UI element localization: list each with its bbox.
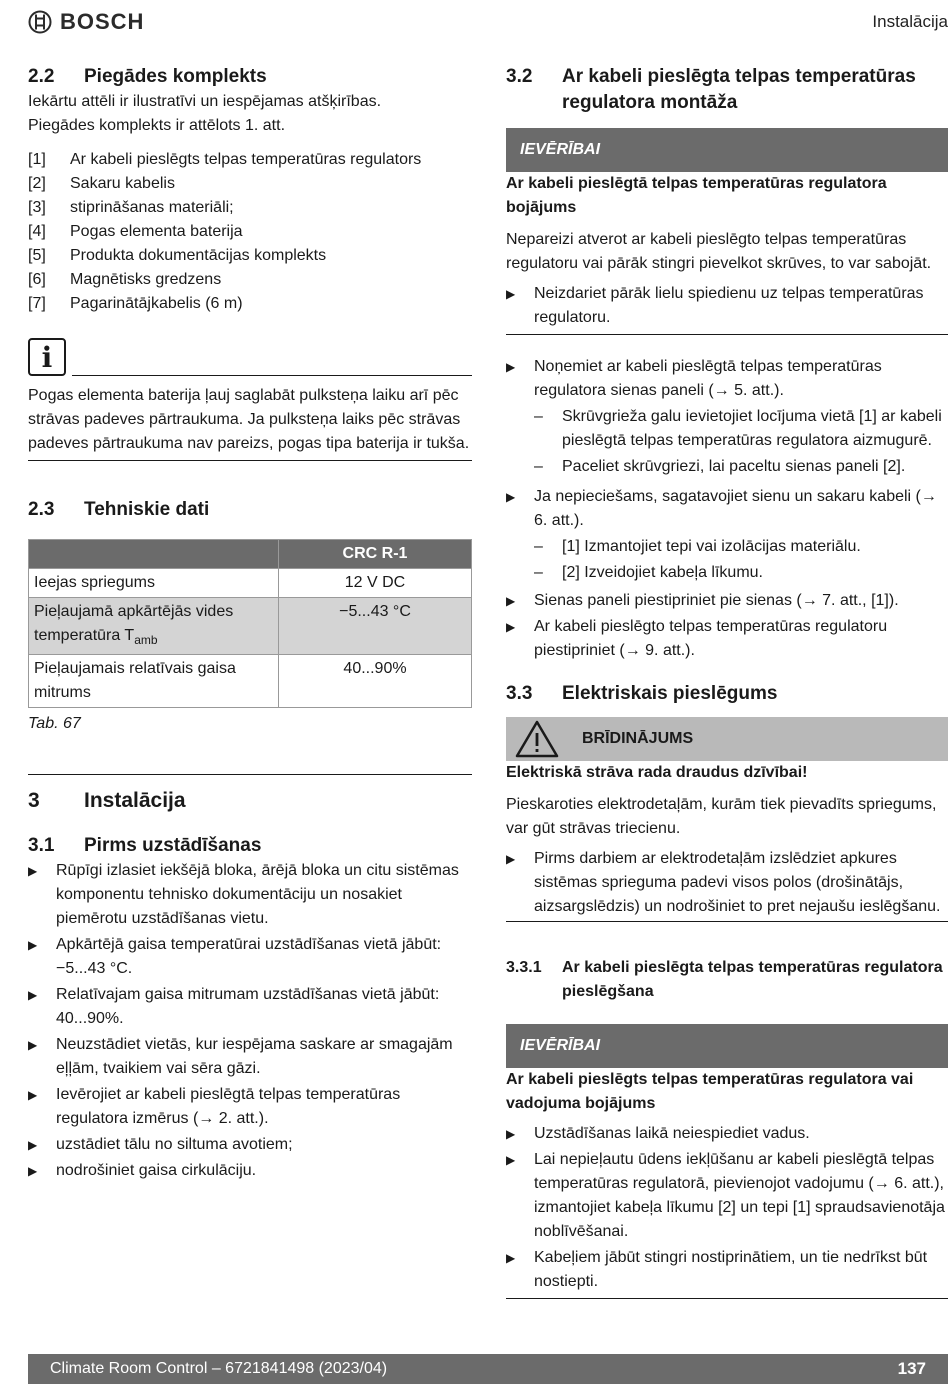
bosch-armature-icon — [28, 10, 52, 34]
sub-list-item: – Paceliet skrūvgriezi, lai paceltu sienas paneli [2]. — [534, 458, 906, 475]
notice-banner: IEVĒRĪBAI — [506, 1024, 948, 1068]
brand-logo — [28, 8, 144, 36]
list-item: ▶ Neizdariet pārāk lielu spiedienu uz telpas temperatūras regulatoru. — [506, 285, 924, 326]
list-item: [5] Produkta dokumentācijas komplekts — [28, 247, 327, 264]
technical-data-table — [28, 539, 472, 708]
list-item: ▶ Neuzstādiet vietās, kur iespējama saskare ar smagajām eļļām, tvaikiem vai sēra gāzi. — [28, 1036, 453, 1078]
notice-list — [506, 1122, 948, 1294]
list-item: ▶ Ar kabeli pieslēgto telpas temperatūras regulatoru piestipriniet (→ 9. att.). — [506, 618, 888, 659]
table-row: Ieejas spriegums 12 V DC — [29, 569, 472, 598]
table-header-cell — [29, 540, 279, 569]
info-box-text: Pogas elementa baterija ļauj saglabāt pulksteņa laiku arī pēc strāvas padeves pārtraukuma. Ja pulksteņa laiks pēc strāvas padeves pārtraukuma nav pareizs, pogas tipa baterija ir tukša. — [28, 384, 472, 461]
preparation-list — [28, 859, 472, 1183]
header-section-title: Instalācija — [872, 12, 948, 31]
heading-2-2: 2.2 Piegādes komplekts — [28, 66, 267, 87]
page-header — [28, 6, 948, 38]
list-item: ▶ Relatīvajam gaisa mitrumam uzstādīšanas vietā jābūt: 40...90%. — [28, 986, 440, 1028]
sub-list-item: – [1] Izmantojiet tepi vai izolācijas materiālu. — [534, 538, 861, 555]
notice-text: Nepareizi atverot ar kabeli pieslēgto telpas temperatūras regulatoru vai pārāk stingri pievelkot skrūves, to var sabojāt. — [506, 231, 932, 272]
warning-banner — [506, 717, 948, 761]
heading-3-3-1: 3.3.1 Ar kabeli pieslēgta telpas temperatūras regulatora pieslēgšana — [506, 959, 943, 1000]
warning-label: BRĪDINĀJUMS — [582, 730, 694, 747]
list-item: ▶ Noņemiet ar kabeli pieslēgtā telpas temperatūras regulatora sienas paneli (→ 5. att.). – Skrūvgrieža galu ievietojiet locījuma vietā [1] ar kabeli pieslēgtā telpas temperatūras regulatora aizmugurē. – Paceliet skrūvgriezi, lai paceltu sienas paneli [2]. — [506, 355, 948, 481]
sub-list-item: – Skrūvgrieža galu ievietojiet locījuma vietā [1] ar kabeli pieslēgtā telpas temperatūras regulatora aizmugurē. — [534, 408, 942, 449]
left-column — [28, 62, 472, 1185]
list-item: ▶ Sienas paneli piestipriniet pie sienas (→ 7. att., [1]). — [506, 592, 899, 609]
paragraph: Iekārtu attēli ir ilustratīvi un iespējamas atšķirības. — [28, 93, 382, 110]
right-column — [506, 62, 948, 1299]
list-item: ▶ nodrošiniet gaisa cirkulāciju. — [28, 1162, 257, 1180]
notice-banner: IEVĒRĪBAI — [506, 128, 948, 172]
divider — [506, 334, 948, 335]
heading-3-3: 3.3 Elektriskais pieslēgums — [506, 683, 778, 704]
paragraph: Piegādes komplekts ir attēlots 1. att. — [28, 117, 286, 134]
list-item: [2] Sakaru kabelis — [28, 175, 175, 192]
warning-title: Elektriskā strāva rada draudus dzīvībai! — [506, 764, 808, 781]
warning-text: Pieskaroties elektrodetaļām, kurām tiek pievadīts spriegums, var gūt strāvas triecienu. — [506, 796, 937, 837]
list-item: [7] Pagarinātājkabelis (6 m) — [28, 295, 243, 312]
page-footer — [28, 1354, 948, 1384]
notice-title: Ar kabeli pieslēgts telpas temperatūras regulatora vai vadojuma bojājums — [506, 1071, 914, 1112]
table-caption: Tab. 67 — [28, 715, 81, 733]
notice-list — [506, 282, 948, 330]
heading-2-3: 2.3 Tehniskie dati — [28, 499, 210, 520]
info-icon: i — [28, 338, 66, 376]
heading-3-2: 3.2 Ar kabeli pieslēgta telpas temperatūras regulatora montāža — [506, 66, 916, 113]
divider — [28, 774, 472, 775]
table-header-cell: CRC R-1 — [279, 540, 472, 569]
sub-list-item: – [2] Izveidojiet kabeļa līkumu. — [534, 564, 763, 581]
heading-3-1: 3.1 Pirms uzstādīšanas — [28, 835, 262, 857]
list-item: ▶ uzstādiet tālu no siltuma avotiem; — [28, 1136, 293, 1154]
brand-name: BOSCH — [60, 9, 145, 34]
mounting-steps — [506, 355, 948, 663]
delivery-list — [28, 148, 472, 316]
warning-list — [506, 847, 948, 919]
list-item: [1] Ar kabeli pieslēgts telpas temperatūras regulators — [28, 151, 422, 168]
list-item: ▶ Ja nepieciešams, sagatavojiet sienu un sakaru kabeli (→ 6. att.). – [1] Izmantojiet tepi vai izolācijas materiālu. – [2] Izveidojiet kabeļa līkumu. — [506, 485, 948, 587]
footer-document-id: Climate Room Control – 6721841498 (2023/04) — [50, 1360, 388, 1377]
page-number: 137 — [897, 1359, 926, 1378]
list-item: ▶ Apkārtējā gaisa temperatūrai uzstādīšanas vietā jābūt: −5...43 °C. — [28, 936, 442, 978]
divider — [506, 1298, 948, 1299]
list-item: [3] stiprināšanas materiāli; — [28, 199, 234, 216]
list-item: [4] Pogas elementa baterija — [28, 223, 243, 240]
list-item: ▶ Kabeļiem jābūt stingri nostiprinātiem, un tie nedrīkst būt nostiepti. — [506, 1249, 928, 1290]
info-box-header — [28, 338, 472, 376]
list-item: ▶ Lai nepieļautu ūdens iekļūšanu ar kabeli pieslēgtā telpas temperatūras regulatorā, pievienojot vadojumu (→ 6. att.), izmantojiet kabeļa līkumu [2] un tepi [1] spraudsavienotāja noblīvēšanai. — [506, 1151, 945, 1240]
list-item: ▶ Pirms darbiem ar elektrodetaļām izslēdziet apkures sistēmas sprieguma padevi visos polos (drošinātājs, aizsargslēdzis) un nodrošiniet to pret nejaušu ieslēgšanu. — [506, 850, 941, 915]
warning-triangle-icon — [506, 717, 568, 761]
notice-title: Ar kabeli pieslēgtā telpas temperatūras regulatora bojājums — [506, 175, 887, 216]
divider — [72, 375, 472, 376]
table-row: Pieļaujamā apkārtējās vides temperatūra $T_{amb}$ −5...43 °C — [29, 598, 472, 655]
table-row: Pieļaujamais relatīvais gaisa mitrums 40...90% — [29, 655, 472, 708]
heading-3: 3 Instalācija — [28, 789, 186, 813]
list-item: [6] Magnētisks gredzens — [28, 271, 222, 288]
list-item: ▶ Uzstādīšanas laikā neiespiediet vadus. — [506, 1125, 810, 1142]
list-item: ▶ Rūpīgi izlasiet iekšējā bloka, ārējā bloka un citu sistēmas komponentu tehnisko dokumentāciju un nosakiet piemērotu uzstādīšanas vietu. — [28, 862, 459, 928]
list-item: ▶ Ievērojiet ar kabeli pieslēgtā telpas temperatūras regulatora izmērus (→ 2. att.). — [28, 1086, 401, 1128]
divider — [506, 921, 948, 922]
